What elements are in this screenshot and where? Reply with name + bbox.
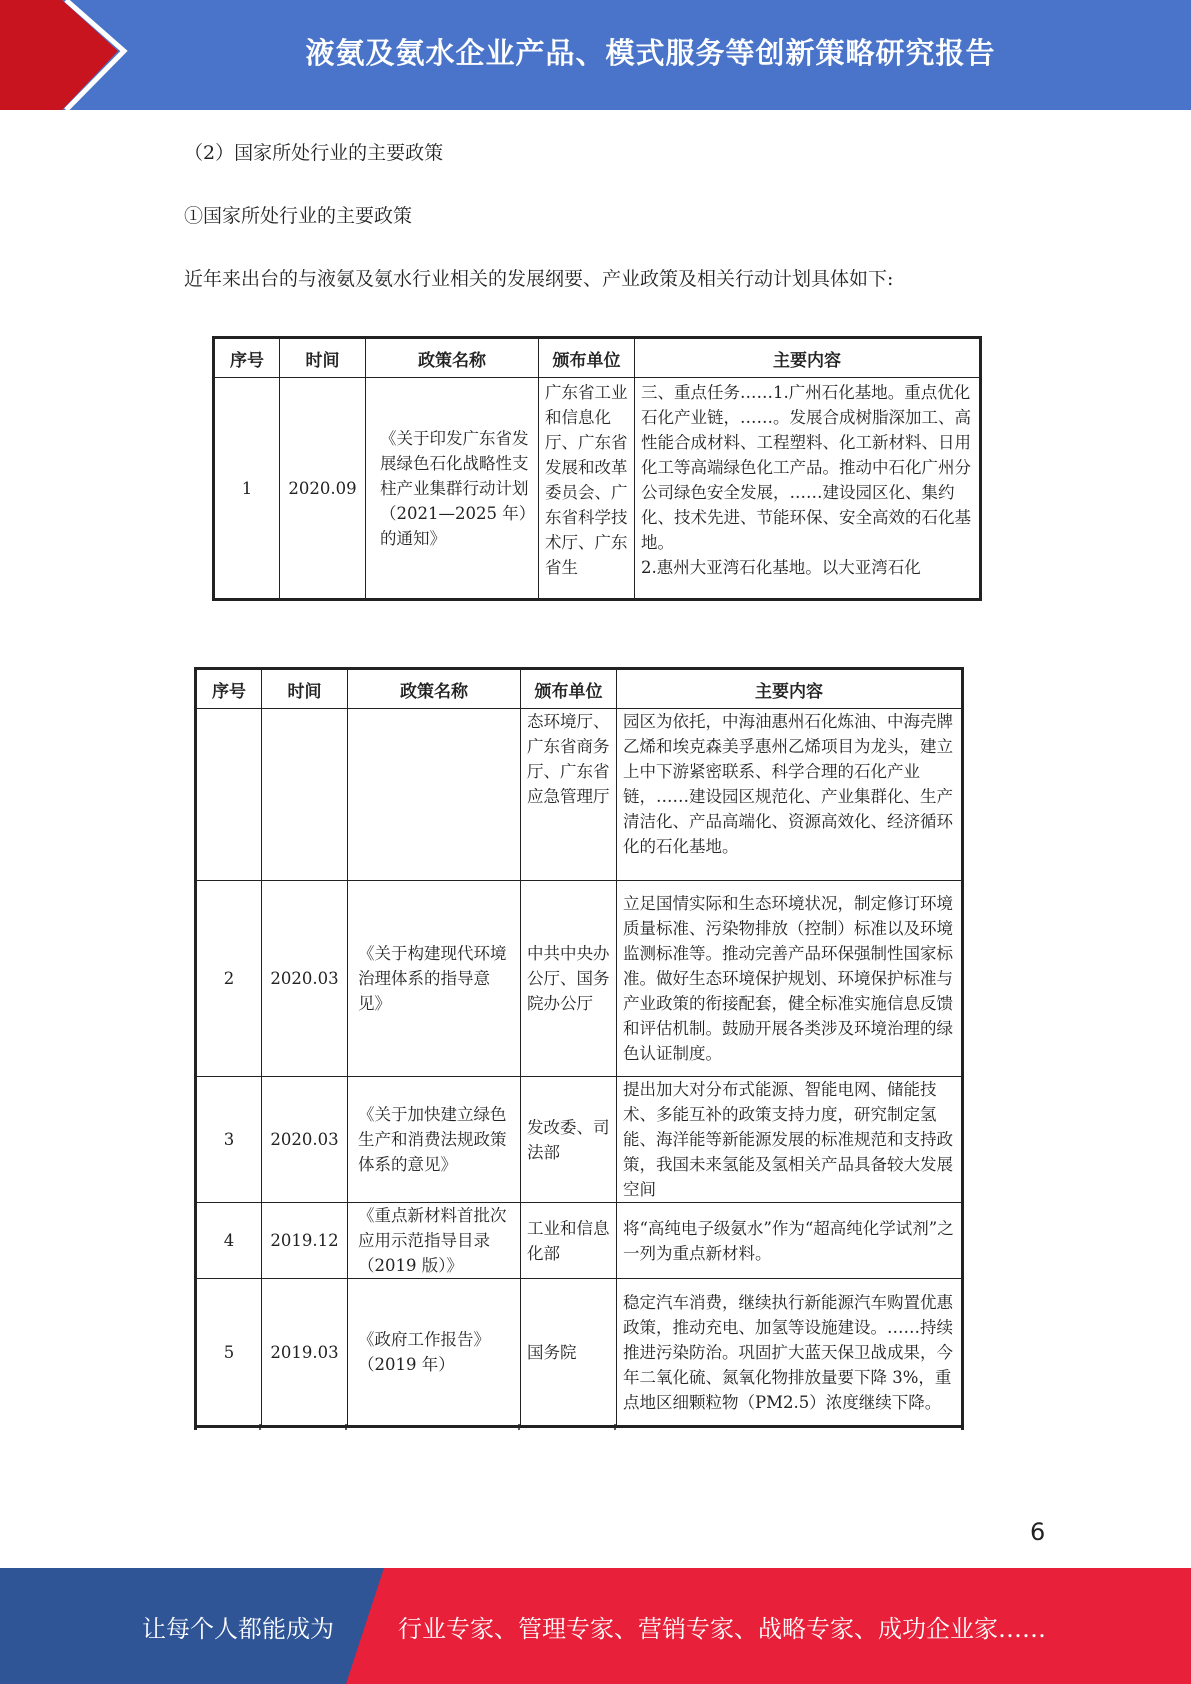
red-arrow-decoration — [0, 0, 160, 110]
cell-content: 园区为依托，中海油惠州石化炼油、中海壳牌乙烯和埃克森美孚惠州乙烯项目为龙头，建立上中下游紧密联系、科学合理的石化产业链，……建设园区规范化、产业集群化、生产清洁化、产品高端化、资源高效化、经济循环化的石化基地。 — [617, 709, 963, 881]
header-index: 序号 — [214, 338, 280, 378]
cell-policy-name: 《政府工作报告》（2019 年） — [348, 1279, 521, 1427]
policy-table-1 — [212, 336, 982, 601]
table-row — [214, 378, 981, 600]
cell-content: 稳定汽车消费，继续执行新能源汽车购置优惠政策，推动充电、加氢等设施建设。……持续推进污染防治。巩固扩大蓝天保卫战成果，今年二氧化硫、氮氧化物排放量要下降 3%，重点地区细颗粒物（PM2.5）浓度继续下降。 — [617, 1279, 963, 1427]
page-number: 6 — [1030, 1518, 1046, 1546]
cell-content: 提出加大对分布式能源、智能电网、储能技术、多能互补的政策支持力度，研究制定氢能、海洋能等新能源发展的标准规范和支持政策，我国未来氢能及氢相关产品具备较大发展空间 — [617, 1077, 963, 1203]
footer-slogan-left: 让每个人都能成为 — [142, 1614, 334, 1643]
table-row — [196, 1077, 963, 1203]
cell-index — [196, 709, 262, 881]
footer-slogan-right: 行业专家、管理专家、营销专家、战略专家、成功企业家…… — [398, 1614, 1046, 1643]
cell-issuer: 中共中央办公厅、国务院办公厅 — [521, 881, 617, 1077]
table-row — [196, 1203, 963, 1279]
header-date: 时间 — [280, 338, 366, 378]
table-cutoff-edge — [194, 1424, 964, 1430]
section-heading: （2）国家所处行业的主要政策 — [184, 142, 444, 164]
header-date: 时间 — [262, 669, 348, 709]
header-banner — [0, 0, 1191, 110]
header-policy-name: 政策名称 — [348, 669, 521, 709]
cell-issuer: 态环境厅、广东省商务厅、广东省应急管理厅 — [521, 709, 617, 881]
cell-date: 2020.03 — [262, 1077, 348, 1203]
cell-date: 2019.03 — [262, 1279, 348, 1427]
cell-issuer: 发改委、司法部 — [521, 1077, 617, 1203]
cell-policy-name: 《重点新材料首批次应用示范指导目录（2019 版）》 — [348, 1203, 521, 1279]
header-index: 序号 — [196, 669, 262, 709]
cell-policy-name — [348, 709, 521, 881]
cell-issuer: 国务院 — [521, 1279, 617, 1427]
table-row — [196, 709, 963, 881]
header-content: 主要内容 — [617, 669, 963, 709]
cell-date — [262, 709, 348, 881]
cell-content: 将“高纯电子级氨水”作为“超高纯化学试剂”之一列为重点新材料。 — [617, 1203, 963, 1279]
header-issuer: 颁布单位 — [539, 338, 635, 378]
cell-index: 5 — [196, 1279, 262, 1427]
policy-table-2 — [194, 667, 964, 1428]
footer-banner — [0, 1568, 1191, 1684]
cell-date: 2019.12 — [262, 1203, 348, 1279]
cell-issuer: 广东省工业和信息化厅、广东省发展和改革委员会、广东省科学技术厅、广东省生 — [539, 378, 635, 600]
subsection-heading: ①国家所处行业的主要政策 — [184, 205, 413, 227]
intro-paragraph: 近年来出台的与液氨及氨水行业相关的发展纲要、产业政策及相关行动计划具体如下: — [184, 268, 894, 290]
header-content: 主要内容 — [635, 338, 981, 378]
cell-policy-name: 《关于构建现代环境治理体系的指导意见》 — [348, 881, 521, 1077]
cell-date: 2020.09 — [280, 378, 366, 600]
cell-content: 三、重点任务……1.广州石化基地。重点优化石化产业链，……。发展合成树脂深加工、高性能合成材料、工程塑料、化工新材料、日用化工等高端绿色化工产品。推动中石化广州分公司绿色安全发展，……建设园区化、集约化、技术先进、节能环保、安全高效的石化基地。 2.惠州大亚湾石化基地。以大亚湾石化 — [635, 378, 981, 600]
cell-index: 2 — [196, 881, 262, 1077]
header-issuer: 颁布单位 — [521, 669, 617, 709]
cell-content: 立足国情实际和生态环境状况，制定修订环境质量标准、污染物排放（控制）标准以及环境监测标准等。推动完善产品环保强制性国家标准。做好生态环境保护规划、环境保护标准与产业政策的衔接配套，健全标准实施信息反馈和评估机制。鼓励开展各类涉及环境治理的绿色认证制度。 — [617, 881, 963, 1077]
cell-index: 1 — [214, 378, 280, 600]
table-row — [196, 881, 963, 1077]
cell-date: 2020.03 — [262, 881, 348, 1077]
table-row — [196, 1279, 963, 1427]
cell-issuer: 工业和信息化部 — [521, 1203, 617, 1279]
header-policy-name: 政策名称 — [366, 338, 539, 378]
report-title: 液氨及氨水企业产品、模式服务等创新策略研究报告 — [305, 35, 996, 70]
cell-policy-name: 《关于加快建立绿色生产和消费法规政策体系的意见》 — [348, 1077, 521, 1203]
cell-index: 4 — [196, 1203, 262, 1279]
cell-policy-name: 《关于印发广东省发展绿色石化战略性支柱产业集群行动计划（2021—2025 年）的通知》 — [366, 378, 539, 600]
cell-index: 3 — [196, 1077, 262, 1203]
